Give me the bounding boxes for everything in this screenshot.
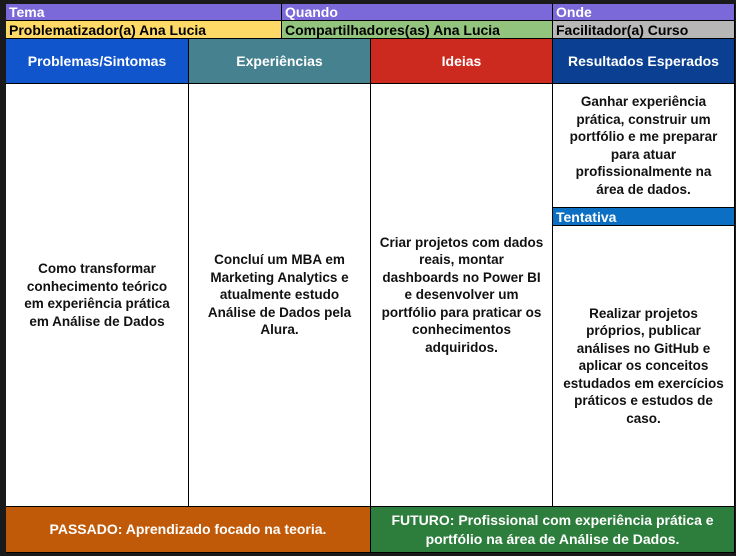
canvas-sheet xyxy=(6,4,735,553)
ideias-text: Criar projetos com dados reais, montar dashboards no Power BI e desenvolver um portfólio para praticar os conhecimentos adquiridos. xyxy=(371,84,553,507)
onde-label: Onde xyxy=(553,4,735,21)
problematizador-cell: Problematizador(a) Ana Lucia xyxy=(6,21,282,39)
tentativa-label: Tentativa xyxy=(553,208,735,226)
compartilhadores-cell: Compartilhadores(as) Ana Lucia xyxy=(282,21,553,39)
tema-label: Tema xyxy=(6,4,282,21)
quando-label: Quando xyxy=(282,4,553,21)
passado-footer: PASSADO: Aprendizado focado na teoria. xyxy=(6,507,371,553)
facilitador-cell: Facilitador(a) Curso xyxy=(553,21,735,39)
resultados-text: Ganhar experiência prática, construir um portfólio e me preparar para atuar profissionalmente na área de dados. xyxy=(553,84,735,208)
problemas-text: Como transformar conhecimento teórico em experiência prática em Análise de Dados xyxy=(6,84,189,507)
futuro-footer: FUTURO: Profissional com experiência prática e portfólio na área de Análise de Dados. xyxy=(371,507,735,553)
ideias-header: Ideias xyxy=(371,39,553,84)
experiencias-header: Experiências xyxy=(189,39,371,84)
tentativa-text: Realizar projetos próprios, publicar análises no GitHub e aplicar os conceitos estudados em exercícios práticos e estudos de caso. xyxy=(553,226,735,507)
problemas-header: Problemas/Sintomas xyxy=(6,39,189,84)
experiencias-text: Concluí um MBA em Marketing Analytics e atualmente estudo Análise de Dados pela Alura. xyxy=(189,84,371,507)
resultados-header: Resultados Esperados xyxy=(553,39,735,84)
